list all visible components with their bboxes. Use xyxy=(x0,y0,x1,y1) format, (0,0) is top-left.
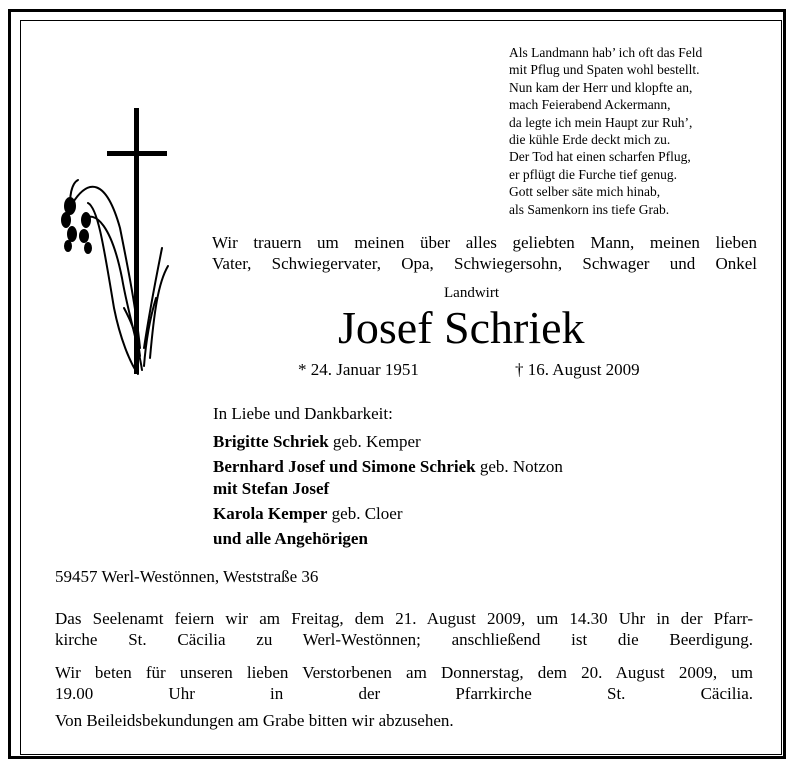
poem-line: als Samenkorn ins tiefe Grab. xyxy=(509,201,670,217)
family-address: 59457 Werl-Westönnen, Weststraße 36 xyxy=(55,567,319,586)
mourner-name: mit Stefan Josef xyxy=(213,479,330,498)
poem-line: da legte ich mein Haupt zur Ruh’, xyxy=(509,114,693,130)
mourning-line: Wir trauern um meinen über alles geliebten Mann, meinen lieben xyxy=(212,233,757,252)
mourner-name: Brigitte Schriek xyxy=(213,432,329,451)
cross-with-grain-stalks-icon xyxy=(58,108,178,378)
mourner-entry xyxy=(213,528,563,550)
birth-date: * 24. Januar 1951 xyxy=(298,360,419,379)
poem-line: Als Landmann hab’ ich oft das Feld xyxy=(509,45,703,60)
mourning-statement xyxy=(212,232,757,274)
poem-line: die kühle Erde deckt mich zu. xyxy=(509,132,671,148)
mourners-list xyxy=(213,403,563,550)
mourner-entry xyxy=(213,503,563,525)
notice-line: Das Seelenamt feiern wir am Freitag, dem 21. August 2009, um 14.30 Uhr in der Pfarr- xyxy=(55,609,753,628)
mourner-entry xyxy=(213,478,563,500)
mourners-heading: In Liebe und Dankbarkeit: xyxy=(213,404,393,423)
poem xyxy=(509,44,769,218)
poem-line: mach Feierabend Ackermann, xyxy=(509,97,671,113)
mourner-name: und alle Angehörigen xyxy=(213,529,368,548)
deceased-name: Josef Schriek xyxy=(338,302,585,353)
poem-line: er pflügt die Furche tief genug. xyxy=(509,166,677,182)
mourner-entry xyxy=(213,431,563,453)
mourner-name: Karola Kemper xyxy=(213,504,328,523)
notice-line: Wir beten für unseren lieben Verstorbenen am Donnerstag, dem 20. August 2009, um xyxy=(55,663,753,682)
poem-line: mit Pflug und Spaten wohl bestellt. xyxy=(509,62,700,78)
mourner-name: Bernhard Josef und Simone Schriek xyxy=(213,457,476,476)
notice-line: 19.00 Uhr in der Pfarrkirche St. Cäcilia. xyxy=(55,684,753,703)
poem-line: Nun kam der Herr und klopfte an, xyxy=(509,79,693,95)
mourner-note: geb. Notzon xyxy=(475,457,563,476)
requiem-notice xyxy=(55,608,753,650)
poem-line: Der Tod hat einen scharfen Pflug, xyxy=(509,149,691,165)
mourner-entry xyxy=(213,456,563,478)
death-date: † 16. August 2009 xyxy=(515,360,640,379)
prayer-notice xyxy=(55,662,753,704)
mourning-line: Vater, Schwiegervater, Opa, Schwiegersohn, Schwager und Onkel xyxy=(212,254,757,273)
occupation: Landwirt xyxy=(444,285,499,301)
poem-line: Gott selber säte mich hinab, xyxy=(509,184,661,200)
condolences-notice: Von Beileidsbekundungen am Grabe bitten wir abzusehen. xyxy=(55,711,454,730)
notice-line: kirche St. Cäcilia zu Werl-Westönnen; anschließend ist die Beerdigung. xyxy=(55,630,753,649)
mourner-note: geb. Kemper xyxy=(328,432,421,451)
mourner-note: geb. Cloer xyxy=(327,504,403,523)
